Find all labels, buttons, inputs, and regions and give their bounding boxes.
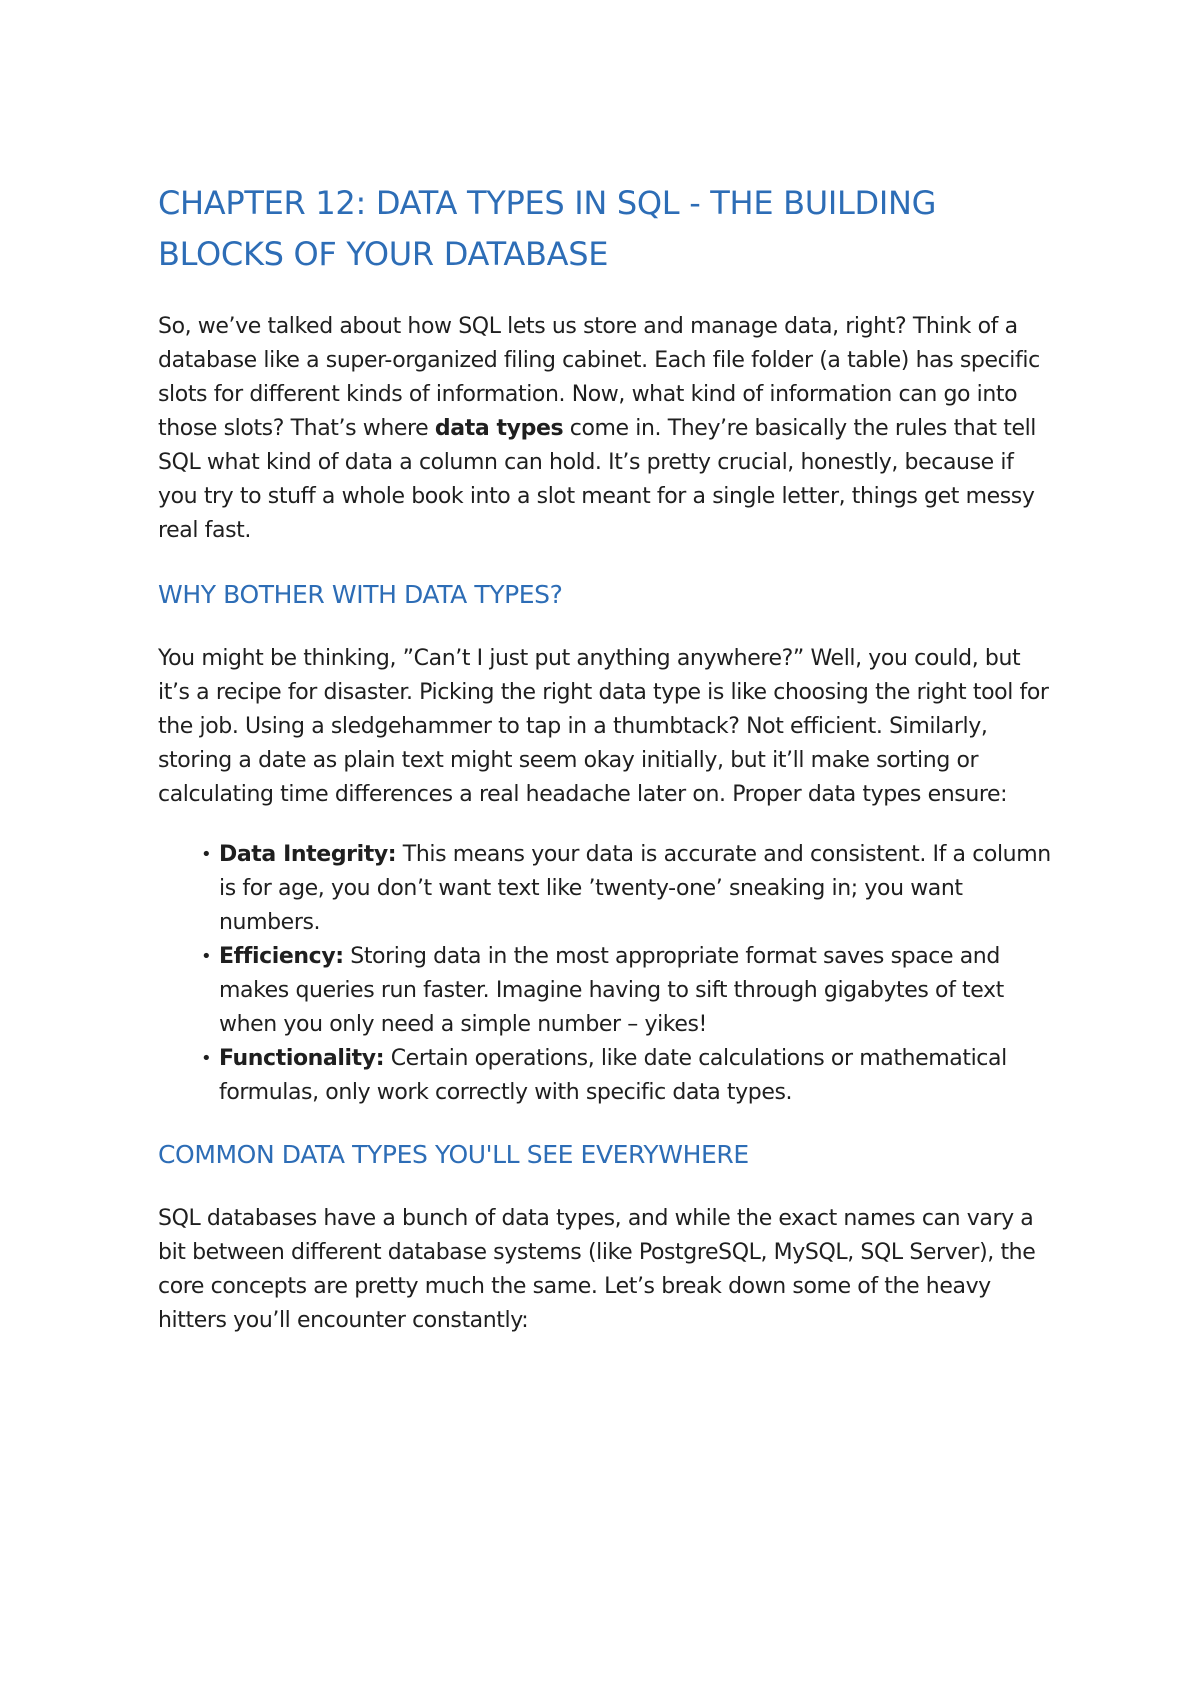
bullet-icon: • — [201, 946, 212, 967]
intro-text-end: come in. They’re basically the rules that tell SQL what kind of data a column can hold. It’s pretty crucial, honestly, because if you try to stuff a whole book into a slot meant for a single letter, things get messy real fast. — [158, 416, 1037, 543]
intro-text-start: So, we’ve talked about how SQL lets us store and manage data, right? Think of a database like a super-organized filing cabinet. Each file folder (a table) has specific slots for different kinds of information. Now, what kind of information can go into those slots? That’s where — [158, 314, 1040, 441]
bullet-text: Storing data in the most appropriate format saves space and makes queries run faster. Imagine having to sift through gigabytes of text when you only need a simple number – yikes! — [219, 944, 1004, 1037]
bullet-text: This means your data is accurate and consistent. If a column is for age, you don’t want text like ’twenty-one’ sneaking in; you want numbers. — [219, 842, 1051, 935]
chapter-title: CHAPTER 12: DATA TYPES IN SQL - THE BUILDING BLOCKS OF YOUR DATABASE — [158, 184, 937, 273]
document-page — [158, 178, 1058, 1338]
bullet-term: Efficiency: — [219, 944, 344, 969]
bullet-term: Data Integrity: — [219, 842, 397, 867]
common-section-paragraph: SQL databases have a bunch of data types, and while the exact names can vary a bit between different database systems (like PostgreSQL, MySQL, SQL Server), the core concepts are pretty much the same. Let’s break down some of the heavy hitters you’ll encounter constantly: — [158, 1206, 1036, 1333]
intro-paragraph — [158, 310, 1058, 548]
why-section-paragraph: You might be thinking, ”Can’t I just put anything anywhere?” Well, you could, but it’s a recipe for disaster. Picking the right data type is like choosing the right tool for the job. Using a sledgehammer to tap in a thumbtack? Not efficient. Similarly, storing a date as plain text might seem okay initially, but it’ll make sorting or calculating time differences a real headache later on. Proper data types ensure: — [158, 646, 1049, 807]
intro-bold-term: data types — [434, 416, 564, 441]
bullet-icon: • — [201, 1048, 212, 1069]
list-item — [158, 838, 1058, 940]
list-item — [158, 940, 1058, 1042]
benefits-list — [158, 838, 1058, 1110]
list-item — [158, 1042, 1058, 1110]
bullet-text: Certain operations, like date calculations or mathematical formulas, only work correctly with specific data types. — [219, 1046, 1007, 1105]
common-section-heading: COMMON DATA TYPES YOU'LL SEE EVERYWHERE — [158, 1140, 749, 1169]
why-section-heading: WHY BOTHER WITH DATA TYPES? — [158, 580, 563, 609]
bullet-icon: • — [201, 844, 212, 865]
bullet-term: Functionality: — [219, 1046, 385, 1071]
